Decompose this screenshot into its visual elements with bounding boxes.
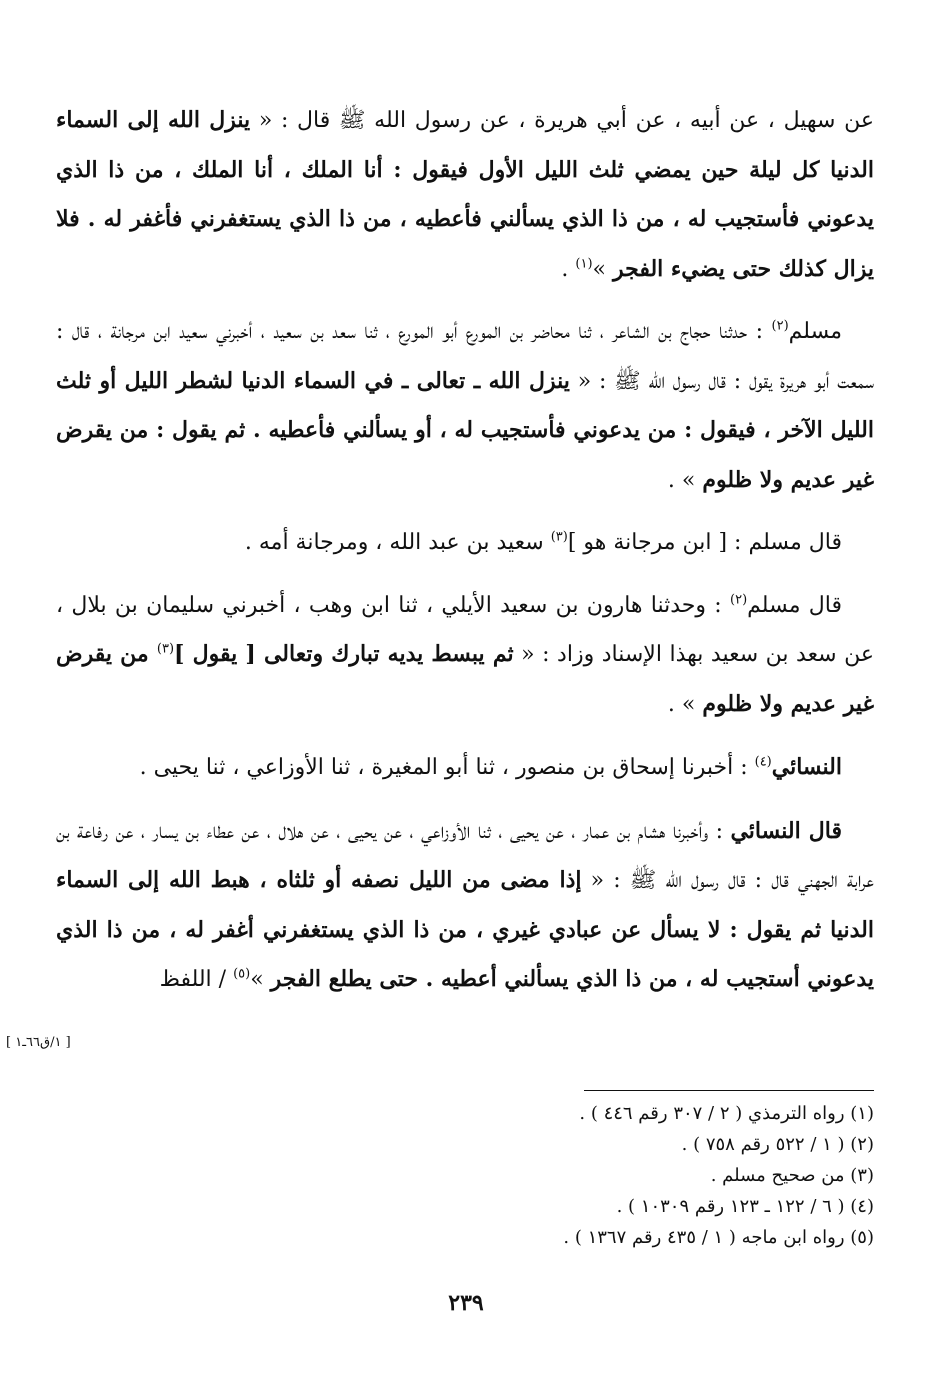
paragraph: [56, 519, 874, 568]
narration-text: مسلم: [788, 319, 842, 344]
narration-text: : وحدثنا هارون بن سعيد الأيلي ، ثنا ابن وهب ، أخبرني سليمان بن بلال ، عن سعد بن سعيد بهذا الإسناد وزاد : «: [56, 592, 874, 667]
main-text: [56, 96, 874, 1019]
paragraph: [56, 582, 874, 730]
footnote: (٤) ( ٦ / ١٢٢ ـ ١٢٣ رقم ١٠٣٠٩ ) .: [616, 1196, 874, 1217]
narration-text: : وأخبرنا هشام بن عمار ، عن يحيى ، ثنا الأوزاعي ، عن يحيى ، عن هلال ، عن عطاء بن يسار ، عن رفاعة بن عرابة الجهني قال : قال رسول الله ﷺ : «: [56, 818, 874, 893]
narration-text: عن سهيل ، عن أبيه ، عن أبي هريرة ، عن رسول الله ﷺ قال : «: [250, 108, 874, 133]
narration-text: » .: [667, 691, 703, 717]
hadith-text: إذا مضى من الليل نصفه أو ثلثاه ، هبط الله إلى السماء الدنيا ثم يقول : لا يسأل عن عبادي غيري ، من ذا الذي يستغفرني أغفر له ، من ذا الذي يدعوني أستجيب له ، من ذا الذي يسألني أعطيه . حتى يطلع الفجر: [56, 867, 874, 992]
footnote: (٥) رواه ابن ماجه ( ١ / ٤٣٥ رقم ١٣٦٧ ) .: [563, 1227, 874, 1248]
narration-text: قال مسلم: [747, 592, 842, 618]
footnote: (٣) من صحيح مسلم .: [710, 1165, 874, 1186]
footnotes: [56, 1098, 874, 1253]
narration-text: »: [250, 967, 271, 992]
hadith-text: ثم يبسط يديه تبارك وتعالى [ يقول ]: [174, 641, 514, 667]
footnote: (٢) ( ١ / ٥٢٢ رقم ٧٥٨ ) .: [681, 1134, 874, 1155]
narration-text: : أخبرنا إسحاق بن منصور ، ثنا أبو المغيرة ، ثنا الأوزاعي ، ثنا يحيى .: [139, 755, 755, 780]
narration-text: : حدثنا حجاج بن الشاعر ، ثنا محاضر بن المورع أبو المورع ، ثنا سعد بن سعيد ، أخبرني سعيد ابن مرجانة ، قال : سمعت أبو هريرة يقول : قال رسول الله ﷺ : «: [56, 319, 875, 394]
narration-text: قال مسلم : [ ابن مرجانة هو ]: [567, 530, 842, 555]
paragraph: [56, 308, 874, 505]
footnote-marker: (٥): [233, 966, 251, 982]
page-number: ٢٣٩: [448, 1290, 484, 1316]
footnote-marker: (٢): [730, 592, 748, 608]
manuscript-folio-note: [ ١/ق٦٦ـ١ ]: [6, 1035, 71, 1050]
hadith-text: النسائي: [771, 754, 842, 780]
narration-text: » .: [667, 467, 703, 493]
footnote-marker: (١): [575, 256, 593, 272]
narration-text: / اللفظ: [159, 967, 234, 992]
paragraph: [56, 743, 874, 793]
hadith-text: من يقرض غير عديم ولا ظلوم: [56, 641, 874, 717]
paragraph: [56, 96, 874, 294]
footnote-marker: (٣): [156, 641, 175, 657]
footnote-marker: (٤): [754, 754, 772, 770]
paragraph: [56, 807, 874, 1005]
narration-text: سعيد بن عبد الله ، ومرجانة أمه .: [244, 530, 551, 555]
footnote: (١) رواه الترمذي ( ٢ / ٣٠٧ رقم ٤٤٦ ) .: [579, 1103, 874, 1124]
footnote-marker: (٣): [550, 529, 568, 545]
narration-text: .: [561, 256, 576, 282]
footnote-divider: [584, 1090, 874, 1091]
hadith-text: ينزل الله إلى السماء الدنيا كل ليلة حين يمضي ثلث الليل الأول فيقول : أنا الملك ، أنا الملك ، من ذا الذي يدعوني فأستجيب له ، من ذا الذي يسألني فأعطيه ، من ذا الذي يستغفرني فأغفر له . فلا يزال كذلك حتى يضيء الفجر: [56, 107, 874, 282]
hadith-text: ينزل الله ـ تعالى ـ في السماء الدنيا لشطر الليل أو ثلث الليل الآخر ، فيقول : من يدعوني فأستجيب له ، أو يسألني فأعطيه . ثم يقول : من يقرض غير عديم ولا ظلوم: [56, 367, 874, 493]
hadith-text: قال النسائي: [730, 817, 843, 844]
footnote-marker: (٢): [771, 318, 789, 334]
narration-text: »: [592, 256, 613, 282]
